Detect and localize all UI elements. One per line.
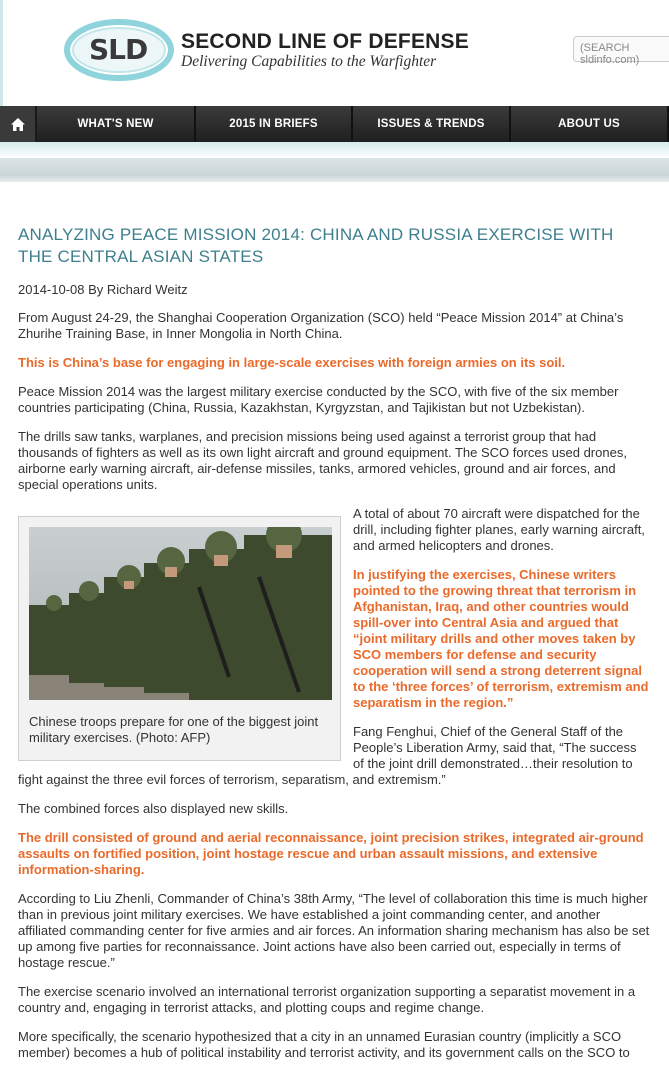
nav-item-2015-in-briefs[interactable]: 2015 IN BRIEFS	[196, 106, 353, 142]
article	[18, 224, 650, 1074]
article-highlight: The drill consisted of ground and aerial reconnaissance, joint precision strikes, integrated air-ground assaults on fortified position, joint hostage rescue and urban assault missions, and extensive information-sharing.	[18, 830, 644, 877]
article-paragraph: Fang Fenghui, Chief of the General Staff of the People’s Liberation Army, said that, “The success of the joint drill demonstrated…their resolution to fight against the three evil forces of terrorism, separatism, and extremism.”	[18, 724, 637, 787]
article-paragraph: The exercise scenario involved an international terrorist organization supporting a separatist movement in a country and, engaging in terrorist attacks, and plotting coups and regime change.	[18, 984, 636, 1015]
home-icon	[10, 117, 26, 132]
article-byline: 2014-10-08 By Richard Weitz	[18, 282, 188, 297]
header-divider	[0, 142, 669, 158]
header-shadow-band	[0, 158, 669, 182]
article-paragraph: The drills saw tanks, warplanes, and precision missions being used against a terrorist group that had thousands of fighters as well as its own light aircraft and ground equipment. The SCO forces used drones, airborne early warning aircraft, air-defense missiles, tanks, armored vehicles, ground and air forces, and special operations units.	[18, 429, 627, 492]
figure-caption: Chinese troops prepare for one of the biggest joint military exercises. (Photo: AFP)	[29, 714, 319, 745]
main-nav	[0, 106, 669, 142]
site-header	[0, 0, 669, 106]
article-highlight: This is China’s base for engaging in large-scale exercises with foreign armies on its soil.	[18, 355, 566, 370]
nav-item-issues-trends[interactable]: ISSUES & TRENDS	[353, 106, 511, 142]
article-figure	[18, 516, 341, 761]
nav-item-whats-new[interactable]: WHAT'S NEW	[37, 106, 196, 142]
site-tagline: Delivering Capabilities to the Warfighter	[181, 53, 437, 70]
site-name[interactable]: SECOND LINE OF DEFENSE	[181, 30, 469, 53]
nav-item-about-us[interactable]: ABOUT US	[511, 106, 669, 142]
article-paragraph: From August 24-29, the Shanghai Cooperation Organization (SCO) held “Peace Mission 2014” at China’s Zhurihe Training Base, in Inner Mongolia in North China.	[18, 310, 624, 341]
logo-text[interactable]: SLD	[89, 33, 148, 66]
article-highlight: In justifying the exercises, Chinese writers pointed to the growing threat that terrorism in Afghanistan, Iraq, and other countries would spill-over into Central Asia and argued that “joint military drills and other moves taken by SCO members for defense and security cooperation will send a strong deterrent signal to the ‘three forces’ of terrorism, extremism and separatism in the region.”	[353, 567, 649, 710]
nav-home-button[interactable]	[0, 106, 37, 142]
troops-photo[interactable]	[29, 527, 332, 700]
article-title[interactable]: ANALYZING PEACE MISSION 2014: CHINA AND RUSSIA EXERCISE WITH THE CENTRAL ASIAN STATES	[18, 225, 614, 266]
article-paragraph: Peace Mission 2014 was the largest military exercise conducted by the SCO, with five of the six member countries participating (China, Russia, Kazakhstan, Kyrgyzstan, and Tajikistan but not Uzbekistan).	[18, 384, 619, 415]
article-paragraph: A total of about 70 aircraft were dispatched for the drill, including fighter planes, early warning aircraft, and armed helicopters and drones.	[353, 506, 645, 553]
article-paragraph: According to Liu Zhenli, Commander of China’s 38th Army, “The level of collaboration this time is much higher than in previous joint military exercises. We have established a joint commanding center, and another affiliated commanding center for five armies and air forces. An information sharing mechanism has also be set up among five parties for reconnaissance. Joint actions have also been carried out, especially in terms of hostage rescue.”	[18, 891, 650, 970]
article-paragraph: More specifically, the scenario hypothesized that a city in an unnamed Eurasian country (implicitly a SCO member) becomes a hub of political instability and terrorist activity, and its government calls on the SCO to	[18, 1029, 630, 1060]
search-input[interactable]: (SEARCH sldinfo.com)	[573, 36, 669, 62]
article-paragraph: The combined forces also displayed new skills.	[18, 801, 289, 816]
